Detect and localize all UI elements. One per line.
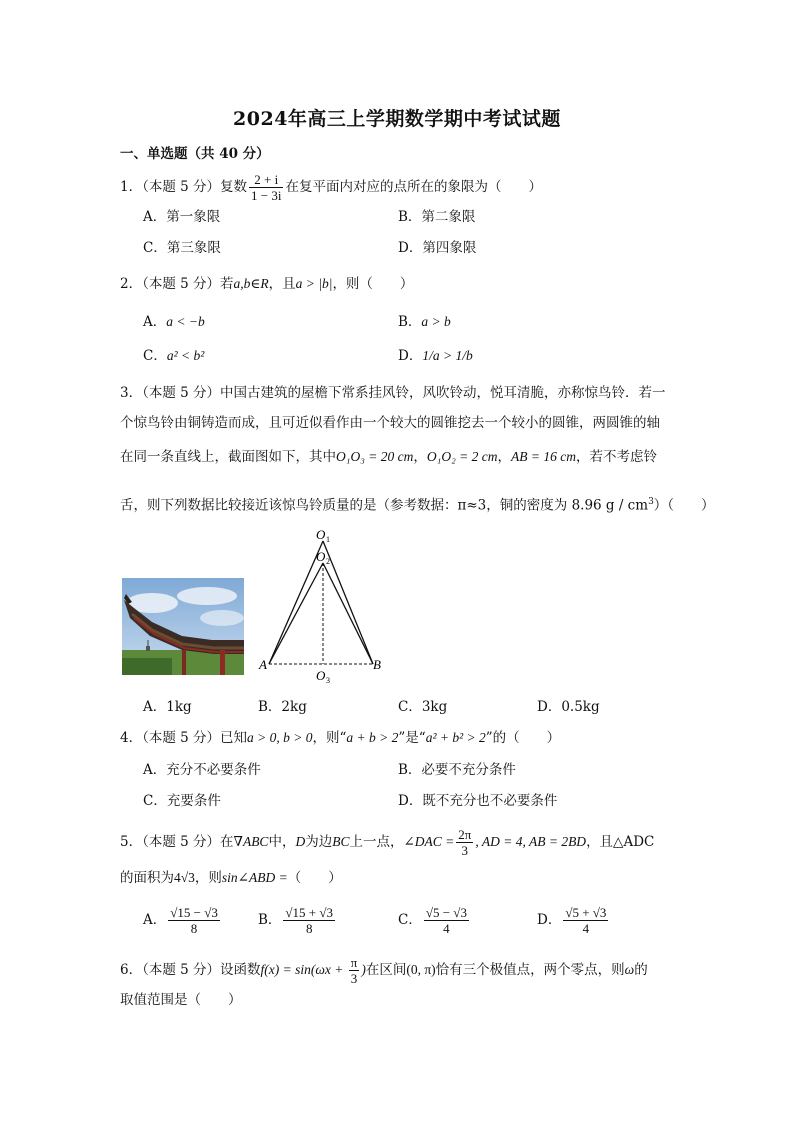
q1-prefix: 1．（本题 5 分）复数 (120, 179, 248, 195)
q4-option-d[interactable]: D．既不充分也不必要条件 (398, 793, 558, 809)
q5-option-d[interactable]: D． $\frac{√5 + √3}{4}$ (537, 905, 607, 936)
q5-line-2: 的面积为4√3，则sin∠ABD =（ ） (120, 870, 342, 886)
label-b: B (373, 657, 381, 672)
eave-photo (122, 578, 244, 675)
q3-option-c[interactable]: C．3kg (398, 699, 448, 715)
q1-fraction: $\frac{2 + i}{1 - 3i}$ (251, 172, 282, 203)
edge-o2-a (269, 563, 323, 664)
q6-line-2: 取值范围是（ ） (120, 992, 242, 1008)
page-title: 2024年高三上学期数学期中考试试题 (233, 108, 561, 130)
eave-illustration (122, 578, 244, 675)
svg-text:2: 2 (326, 557, 330, 566)
q5-option-c[interactable]: C． $\frac{√5 - √3}{4}$ (398, 905, 467, 936)
label-o2: O (316, 549, 326, 564)
edge-o1-b (323, 541, 373, 664)
q5-angle-fraction: $\frac{2\pi}{3}$ (458, 827, 472, 858)
q3-line-4: 舌，则下列数据比较接近该惊鸟铃质量的是（参考数据：π≈3，铜的密度为 8.96 g / $cm^3$）（ ） (120, 497, 715, 514)
q4-option-c[interactable]: C．充要条件 (143, 793, 221, 809)
question-5: 5．（本题 5 分）在∇ABC中，D为边BC上一点，∠DAC = $\frac{2\pi}{3}$ , AD = 4, AB = 2BD，且△ADC (120, 827, 655, 858)
q2-option-b[interactable]: B．a > b (398, 314, 451, 330)
edge-o2-b (323, 563, 373, 664)
q3-line-2: 个惊鸟铃由铜铸造而成，且可近似看作由一个较大的圆锥挖去一个较小的圆锥，两圆锥的轴 (120, 415, 660, 431)
q5-option-b[interactable]: B． $\frac{√15 + √3}{8}$ (258, 905, 334, 936)
label-o3: O (316, 668, 326, 683)
question-6: 6．（本题 5 分）设函数f(x) = sin(ωx + $\frac{\pi}{3}$ )在区间(0, π)恰有三个极值点，两个零点，则ω的 (120, 955, 648, 986)
q3-line-1: 3．（本题 5 分）中国古建筑的屋檐下常系挂风铃，风吹铃动，悦耳清脆，亦称惊鸟铃．若一 (120, 385, 666, 401)
q3-option-d[interactable]: D．0.5kg (537, 699, 600, 715)
svg-text:3: 3 (326, 676, 330, 685)
q2-condition-2: a > |b| (295, 276, 333, 291)
q1-suffix: 在复平面内对应的点所在的象限为（ ） (285, 179, 542, 195)
q2-option-c[interactable]: C．a² < b² (143, 348, 205, 364)
question-2: 2．（本题 5 分）若a,b∈R，且a > |b|，则（ ） (120, 276, 414, 292)
q3-option-b[interactable]: B．2kg (258, 699, 307, 715)
q4-option-a[interactable]: A．充分不必要条件 (143, 762, 261, 778)
q2-option-d[interactable]: D．1/a > 1/b (398, 348, 473, 364)
q2-condition: a,b∈R (233, 276, 269, 291)
cone-cross-section-diagram (255, 525, 400, 690)
q1-option-c[interactable]: C．第三象限 (143, 240, 221, 256)
q1-option-b[interactable]: B．第二象限 (398, 209, 476, 225)
question-4: 4．（本题 5 分）已知a > 0, b > 0，则“a + b > 2”是“a² + b² > 2”的（ ） (120, 730, 561, 746)
label-a: A (259, 657, 267, 672)
q6-fraction: $\frac{\pi}{3}$ (350, 955, 358, 986)
q3-option-a[interactable]: A．1kg (143, 699, 192, 715)
svg-text:1: 1 (326, 535, 330, 544)
edge-o1-a (269, 541, 323, 664)
q1-option-a[interactable]: A．第一象限 (143, 209, 221, 225)
question-1 (120, 172, 542, 203)
q2-option-a[interactable]: A．a < −b (143, 314, 205, 330)
q4-option-b[interactable]: B．必要不充分条件 (398, 762, 516, 778)
label-o1: O (316, 527, 326, 542)
q3-line-3: 在同一条直线上，截面图如下，其中O₁O₃ = 20 cm，O₁O₂ = 2 cm，AB = 16 cm，若不考虑铃 (120, 449, 657, 465)
q1-option-d[interactable]: D．第四象限 (398, 240, 477, 256)
section-heading: 一、单选题（共 40 分） (120, 146, 270, 162)
q5-option-a[interactable]: A． $\frac{√15 - √3}{8}$ (143, 905, 218, 936)
